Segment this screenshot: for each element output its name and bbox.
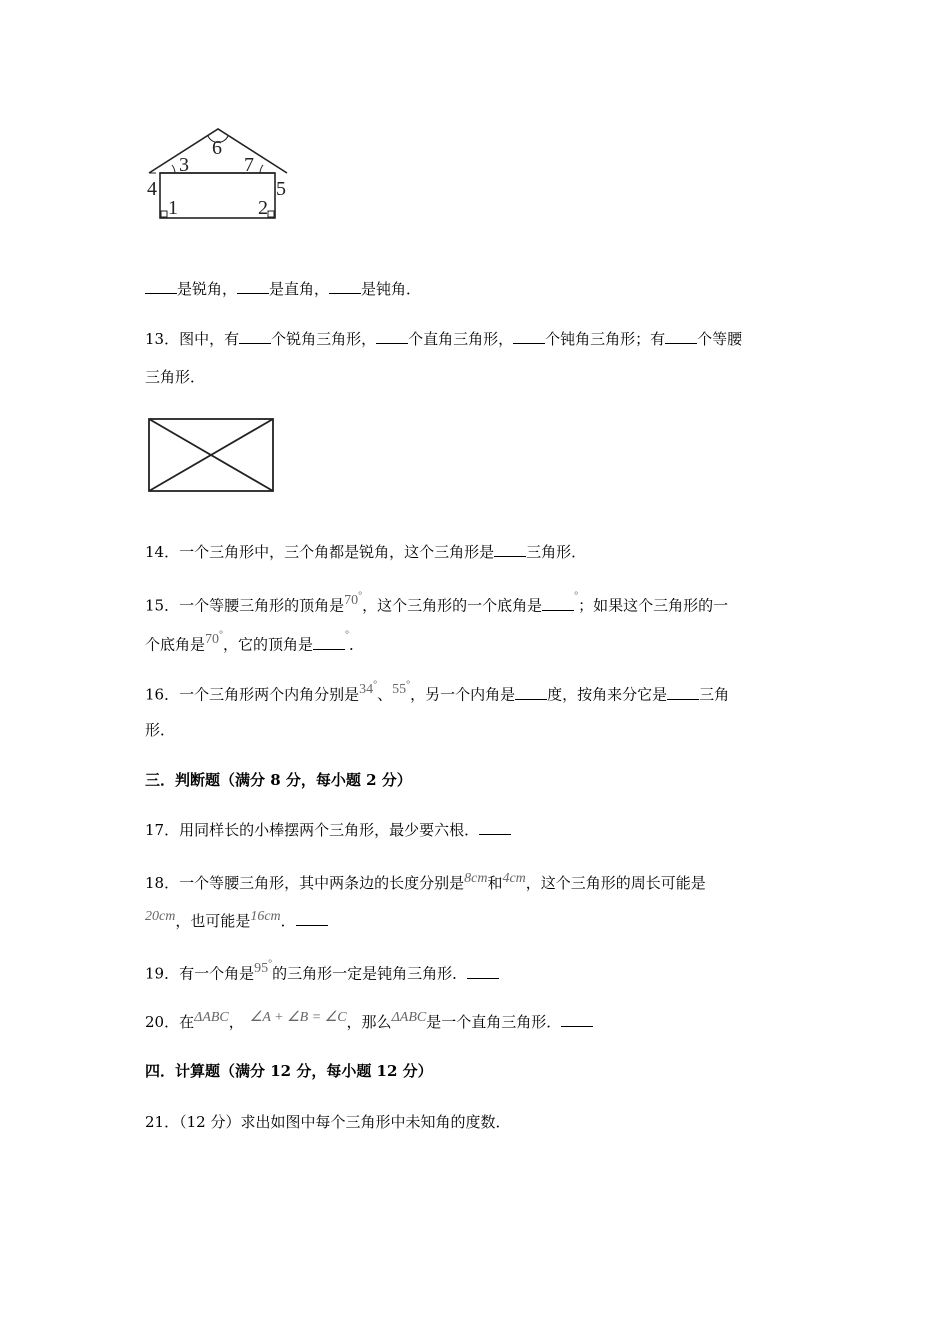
question-19: 19．有一个角是95°的三角形一定是钝角三角形． (145, 961, 499, 986)
question-16: 16．一个三角形两个内角分别是34°、55°，另一个内角是 度，按角来分它是 三角 (145, 679, 730, 704)
triangle-abc-symbol: ΔABC (194, 1010, 229, 1025)
length-value: 4cm (502, 871, 526, 886)
question-16-cont: 形． (145, 721, 176, 739)
answer-blank[interactable] (542, 596, 574, 611)
question-number: 19． (145, 964, 180, 983)
angle-value: 95° (254, 958, 273, 976)
question-17: 17．用同样长的小棒摆两个三角形，最少要六根． (145, 820, 511, 840)
question-14: 14．一个三角形中，三个角都是锐角，这个三角形是 三角形． (145, 543, 587, 561)
angle-label-3: 3 (179, 154, 189, 176)
angle-value: 70° (205, 629, 224, 647)
answer-blank[interactable] (494, 542, 526, 557)
question-number: 21． (145, 1113, 180, 1131)
angle-label-2: 2 (258, 197, 268, 219)
answer-blank[interactable] (513, 329, 545, 344)
question-15-cont: 个底角是70°，它的顶角是°． (145, 629, 365, 654)
answer-blank[interactable] (667, 685, 699, 700)
rectangle-diagonals-figure (146, 416, 276, 496)
answer-blank[interactable] (376, 329, 408, 344)
question-21: 21．（12 分）求出如图中每个三角形中未知角的度数． (145, 1113, 511, 1131)
answer-blank[interactable] (237, 279, 269, 294)
angle-label-5: 5 (276, 178, 286, 200)
q12-answer-line: 是锐角， 是直角， 是钝角． (145, 279, 421, 299)
angle-value: 55° (392, 679, 411, 697)
answer-blank[interactable] (561, 1012, 593, 1027)
angle-value: 70° (344, 590, 363, 608)
question-13-cont: 三角形． (145, 368, 206, 386)
length-value: 8cm (464, 871, 488, 886)
answer-blank[interactable] (145, 279, 177, 294)
answer-blank[interactable] (239, 329, 271, 344)
question-number: 13． (145, 330, 180, 348)
section-4-heading: 四．计算题（满分 12 分，每小题 12 分） (145, 1062, 433, 1080)
angle-label-4: 4 (147, 178, 157, 200)
angle-equation: ∠A + ∠B = ∠C (249, 1010, 347, 1025)
answer-blank[interactable] (665, 329, 697, 344)
length-value: 20cm (145, 909, 176, 924)
question-18: 18．一个等腰三角形，其中两条边的长度分别是8cm和4cm，这个三角形的周长可能是 (145, 871, 706, 892)
question-18-cont: 20cm，也可能是16cm． (145, 911, 328, 933)
answer-blank[interactable] (467, 964, 499, 979)
answer-blank[interactable] (479, 820, 511, 835)
angle-label-7: 7 (244, 154, 254, 176)
triangle-abc-symbol: ΔABC (391, 1010, 427, 1025)
question-20: 20．在ΔABC， ∠A + ∠B = ∠C，那么ΔABC是一个直角三角形． (145, 1012, 593, 1034)
question-number: 17． (145, 821, 180, 839)
answer-blank[interactable] (329, 279, 361, 294)
angle-value: 34° (359, 679, 378, 697)
angle-label-1: 1 (168, 197, 178, 219)
answer-blank[interactable] (296, 911, 328, 926)
house-angle-figure (145, 125, 295, 225)
question-number: 20． (145, 1013, 180, 1031)
answer-blank[interactable] (515, 685, 547, 700)
question-15: 15．一个等腰三角形的顶角是70°，这个三角形的一个底角是°；如果这个三角形的一 (145, 590, 729, 615)
question-13: 13．图中，有 个锐角三角形， 个直角三角形， 个钝角三角形；有 个等腰 (145, 330, 743, 348)
question-number: 14． (145, 543, 180, 561)
question-number: 18． (145, 874, 180, 892)
angle-label-6: 6 (212, 137, 222, 159)
answer-blank[interactable] (313, 635, 345, 650)
question-number: 15． (145, 596, 180, 615)
question-number: 16． (145, 685, 180, 704)
section-3-heading: 三．判断题（满分 8 分，每小题 2 分） (145, 771, 412, 789)
length-value: 16cm (250, 909, 281, 924)
